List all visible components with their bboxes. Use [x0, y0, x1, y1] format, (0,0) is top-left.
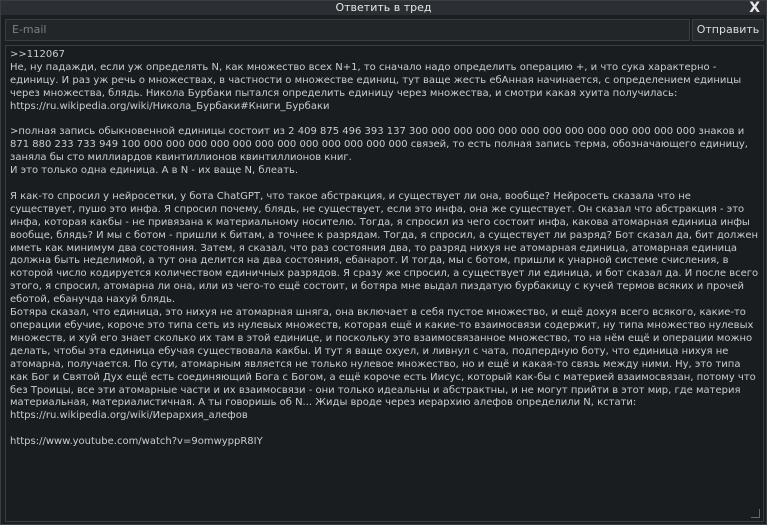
message-line: Я как-то спросил у нейросетки, у бота ChatGPT, что такое абстракция, и существует ли она, вообще? Нейросеть сказала что не существует, пушо это инфа. Я спросил почему, блядь, не существует, если это инфа, она же существует. Он сказал что абстракция - это инфа, которая какбы - не привязана к материальному носителю. Тогда, я спросил из чего состоит инфа, какова атомарная единица инфы вообще, блядь? И мы с ботом - пришли к битам, а точнее к разрядам. Тогда, я спросил, а существует ли разряд? Бот сказал да, бит должен иметь как минимум два состояния. Затем, я сказал, что раз состояния два, то разряд нихуя не атомарная единица, атомарная единица должна быть неделимой, а тут она делится на два состояния, ебанарот. И тогда, мы с ботом, пришли к унарной системе счисления, в которой число кодируется количеством единичных разрядов. Я сразу же спросил, а существует ли единица, и бот сказал да. И после всего этого, я спросил, атомарна ли она, или из чего-то ещё состоит, и ботяра мне выдал пиздатую бурбакицу с кучей термов всяких и прочей еботой, ебанучда нахуй блядь. — [10, 190, 759, 306]
window-title: Ответить в тред — [335, 1, 432, 14]
message-blank-line — [10, 114, 759, 127]
send-button[interactable]: Отправить — [692, 19, 764, 41]
close-icon[interactable]: X — [749, 0, 760, 16]
message-line: https://www.youtube.com/watch?v=9omwyppR8IY — [10, 436, 263, 448]
message-line: Ботяра сказал, что единица, это нихуя не атомарная шняга, она включает в себя пустое множество, и ещё дохуя всего всякого, какие-то операции ебучие, короче это типа сеть из нулевых множеств, которая ещё и какие-то взаимосвязи содержит, ну типа множество нулевых множеств, и хуй его знает сколько их там в этой единице, и поскольку это взаимосвязанное множество, то на нём ещё и операции можно делать, чтобы эта единица ебучая существовала какбы. И тут я ваще охуел, и ливнул с чата, подпердную боту, что единица нихуя не атомарна, получается. По сути, атомарным является не только нулевое множество, но и ещё и какая-то связь между ними. Ну, это типа как Бог и Святой Дух ещё есть соединяющий Бога с Богом, а ещё короче есть Иисус, который как-бы с материей взаимосвязан, потому что без Троицы, все эти атомарные части и их взаимосвязи - они только идеальны и абстрактны, и не могут прийти в этот мир, где материя материальная, материалистичная. А ты говоришь об N... Жиды вроде через иерархию алефов определили N, кстати: https://ru.wikipedia.org/wiki/Иерархия_алефов — [10, 307, 756, 422]
email-field[interactable]: E-mail — [5, 19, 690, 41]
message-line: И это только одна единица. А в N - их ваще N, блеать. — [10, 165, 299, 177]
message-textarea[interactable] — [5, 45, 764, 522]
resize-handle-icon[interactable] — [751, 509, 760, 518]
message-blank-line — [10, 423, 759, 436]
message-line: >>112067 — [10, 49, 65, 60]
message-blank-line — [10, 178, 759, 191]
message-line: >полная запись обыкновенной единицы состоит из 2 409 875 496 393 137 300 000 000 000 000 000 000 000 000 000 000 000 000 знаков и 871 880 233 733 949 100 000 000 000 000 000 000 000 000 000 000 000 000 связей, то есть полная запись терма, обозначающего единицу, заняла бы сто миллиардов квинтиллионов квинтиллионов книг. — [10, 126, 748, 164]
window-titlebar[interactable] — [1, 1, 766, 15]
message-line: Не, ну падажди, если уж определять N, как множество всех N+1, то сначало надо определить операцию +, и что сука характерно - единицу. И раз уж речь о множествах, в частности о множестве единиц, тут ваще жесть ебАнная начинается, с определением единицы через множества, блядь. Никола Бурбаки пытался определить единицу через множества, и смотри какая хуита получилась: https://ru.wikipedia.org/wiki/Никола_Бурбаки#Книги_Бурбаки — [10, 61, 742, 112]
reply-controls — [5, 19, 764, 43]
